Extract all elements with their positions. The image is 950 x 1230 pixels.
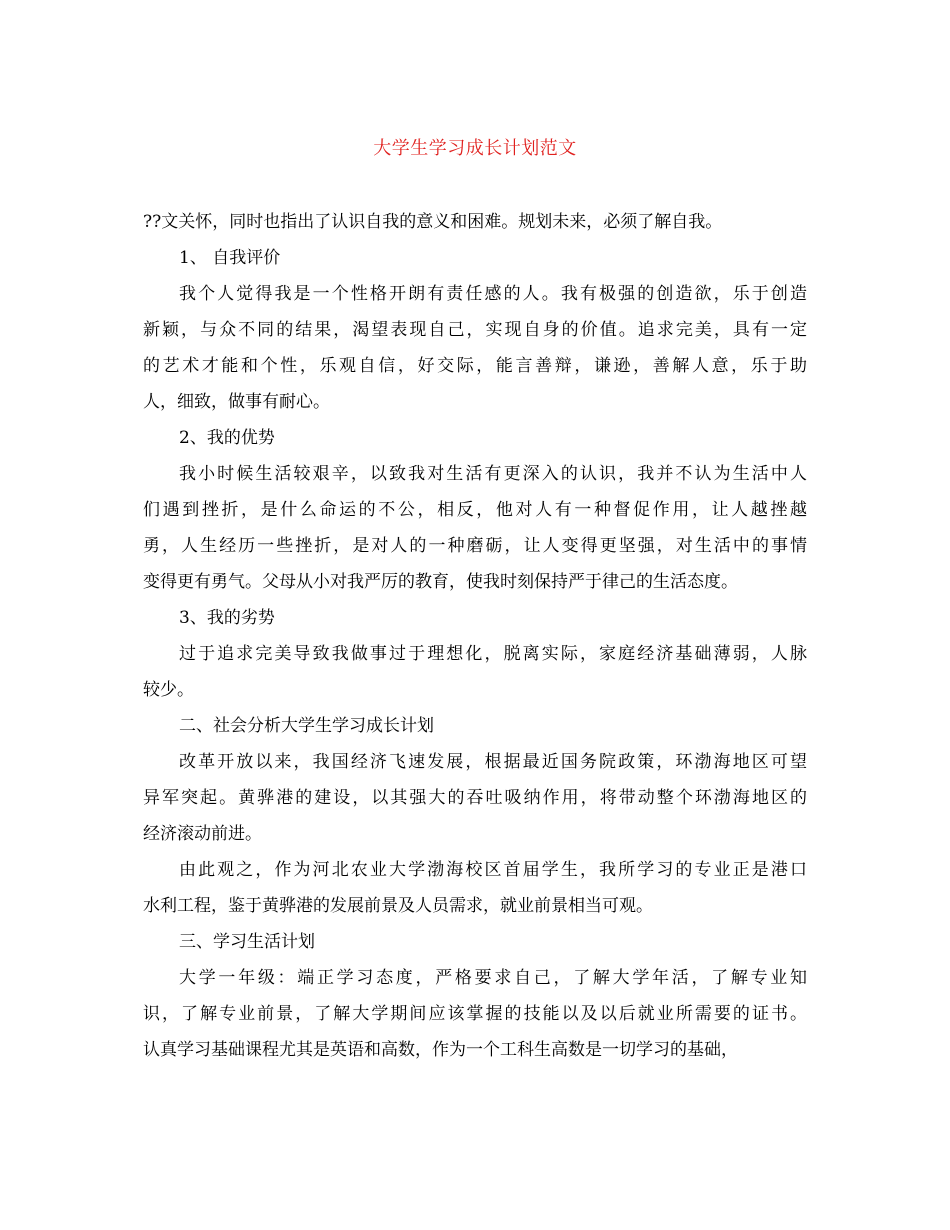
paragraph-line: 三、学习生活计划 (179, 932, 315, 952)
paragraph-line: 我个人觉得我是一个性格开朗有责任感的人。我有极强的创造欲，乐于创造 (179, 284, 807, 304)
paragraph-line: 经济滚动前进。 (143, 824, 262, 844)
paragraph (143, 960, 807, 1068)
paragraph (143, 924, 807, 960)
paragraph-line: 由此观之，作为河北农业大学渤海校区首届学生，我所学习的专业正是港口 (179, 860, 807, 880)
paragraph-line: 变得更有勇气。父母从小对我严厉的教育，使我时刻保持严于律己的生活态度。 (143, 572, 738, 592)
paragraph-line: 新颖，与众不同的结果，渴望表现自己，实现自身的价值。追求完美，具有一定 (143, 320, 807, 340)
paragraph-line: 认真学习基础课程尤其是英语和高数，作为一个工科生高数是一切学习的基础， (143, 1040, 738, 1060)
paragraph (143, 276, 807, 420)
paragraph-line: 较少。 (143, 680, 194, 700)
paragraph-line: 3、我的劣势 (179, 608, 275, 628)
paragraph-line: ??文关怀，同时也指出了认识自我的意义和困难。规划未来，必须了解自我。 (143, 212, 723, 232)
paragraph (143, 204, 807, 240)
paragraph-line: 二、社会分析大学生学习成长计划 (179, 716, 434, 736)
paragraph-line: 改革开放以来，我国经济飞速发展，根据最近国务院政策，环渤海地区可望 (179, 752, 807, 772)
paragraph-line: 的艺术才能和个性，乐观自信，好交际，能言善辩，谦逊，善解人意，乐于助 (143, 356, 807, 376)
paragraph (143, 744, 807, 852)
paragraph-line: 过于追求完美导致我做事过于理想化，脱离实际，家庭经济基础薄弱，人脉 (179, 644, 807, 664)
paragraph-line: 1、 自我评价 (179, 248, 281, 268)
paragraph-line: 2、我的优势 (179, 428, 275, 448)
paragraph (143, 636, 807, 708)
paragraph-line: 水利工程，鉴于黄骅港的发展前景及人员需求，就业前景相当可观。 (143, 896, 653, 916)
document-title: 大学生学习成长计划范文 (373, 138, 577, 159)
paragraph (143, 420, 807, 456)
paragraph (143, 240, 807, 276)
paragraph-line: 勇，人生经历一些挫折，是对人的一种磨砺，让人变得更坚强，对生活中的事情 (143, 536, 807, 556)
paragraph-line: 我小时候生活较艰辛，以致我对生活有更深入的认识，我并不认为生活中人 (179, 464, 807, 484)
paragraph (143, 456, 807, 600)
paragraph-line: 识，了解专业前景，了解大学期间应该掌握的技能以及以后就业所需要的证书。 (143, 1004, 807, 1024)
paragraph (143, 852, 807, 924)
paragraph (143, 708, 807, 744)
paragraph (143, 600, 807, 636)
paragraph-line: 异军突起。黄骅港的建设，以其强大的吞吐吸纳作用，将带动整个环渤海地区的 (143, 788, 807, 808)
document-body (143, 204, 807, 1068)
paragraph-line: 们遇到挫折，是什么命运的不公，相反，他对人有一种督促作用，让人越挫越 (143, 500, 807, 520)
paragraph-line: 人，细致，做事有耐心。 (143, 392, 330, 412)
paragraph-line: 大学一年级：端正学习态度，严格要求自己，了解大学年活，了解专业知 (179, 968, 807, 988)
